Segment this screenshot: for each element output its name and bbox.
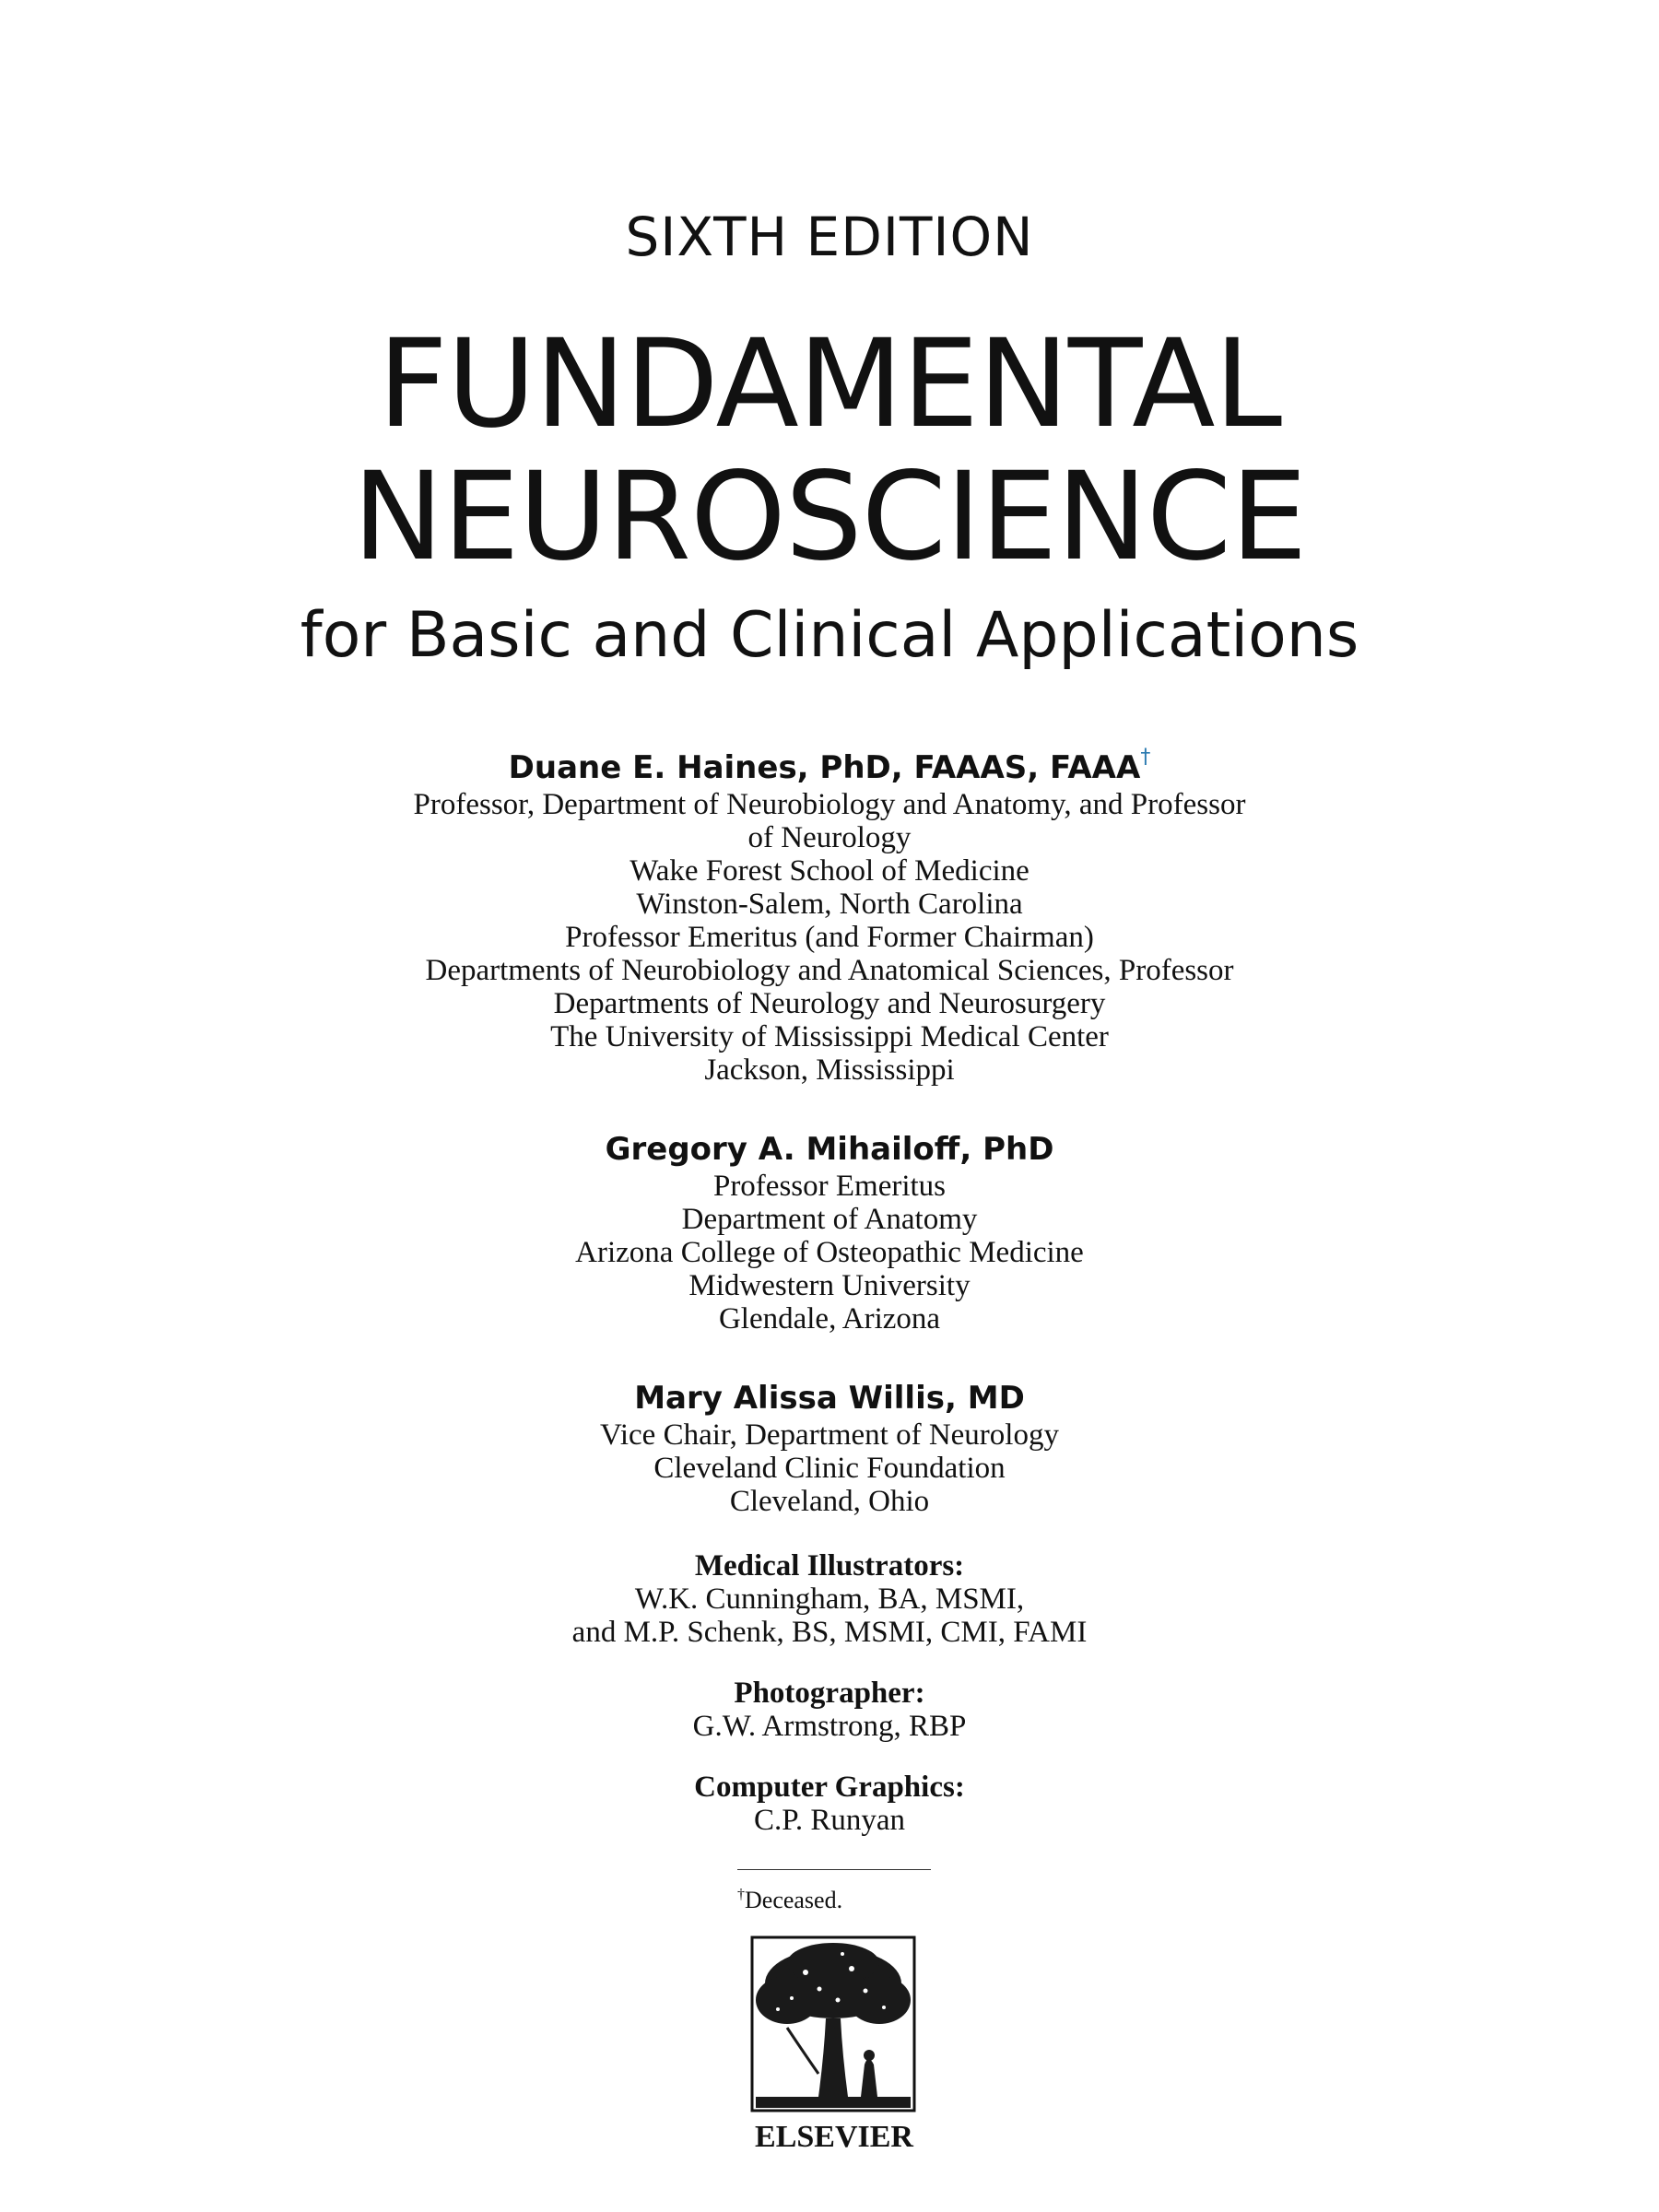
contributor-block: [0, 1677, 1659, 1743]
author-name: Mary Alissa Willis, MD: [634, 1380, 1025, 1417]
author-block: [0, 1129, 1659, 1335]
elsevier-tree-logo-icon: [750, 1936, 916, 2147]
affiliation-line: Professor Emeritus: [712, 1170, 947, 1203]
affiliation-line: Cleveland Clinic Foundation: [653, 1452, 1006, 1485]
affiliation-line: Departments of Neurology and Neurosurgery: [553, 987, 1106, 1020]
affiliation-line: Midwestern University: [688, 1269, 971, 1302]
affiliation-line: Wake Forest School of Medicine: [629, 854, 1030, 888]
author-name: Duane E. Haines, PhD, FAAAS, FAAA†: [508, 746, 1151, 786]
authors-section: [0, 737, 1659, 1837]
affiliation-line: Glendale, Arizona: [718, 1302, 941, 1335]
author-name: Gregory A. Mihailoff, PhD: [605, 1131, 1054, 1168]
affiliation-line: Cleveland, Ohio: [729, 1485, 930, 1518]
book-subtitle: for Basic and Clinical Applications: [300, 599, 1359, 672]
book-title-line-1: FUNDAMENTAL: [377, 313, 1282, 455]
footnote: [737, 1880, 842, 1915]
affiliation-line: Department of Anatomy: [681, 1203, 978, 1236]
affiliation-line: Vice Chair, Department of Neurology: [600, 1418, 1059, 1452]
publisher-name: ELSEVIER: [755, 2120, 913, 2154]
footnote-divider: [737, 1869, 931, 1870]
affiliation-line: The University of Mississippi Medical Center: [550, 1020, 1109, 1053]
contributor-name: G.W. Armstrong, RBP: [692, 1710, 967, 1743]
affiliation-line: Jackson, Mississippi: [704, 1053, 955, 1087]
book-title: [0, 313, 1659, 588]
affiliation-line: Arizona College of Osteopathic Medicine: [575, 1236, 1084, 1269]
book-title-line-2: NEUROSCIENCE: [352, 446, 1307, 588]
author-block: [0, 1378, 1659, 1518]
dagger-mark: †: [1140, 746, 1151, 769]
affiliation-line: Professor, Department of Neurobiology and Anatomy, and Professor: [413, 788, 1246, 821]
contributor-role: Computer Graphics:: [694, 1771, 965, 1804]
contributor-role: Photographer:: [734, 1677, 925, 1710]
affiliation-line: Professor Emeritus (and Former Chairman): [565, 921, 1094, 954]
contributor-role: Medical Illustrators:: [694, 1549, 965, 1583]
contributor-name: W.K. Cunningham, BA, MSMI,: [634, 1583, 1025, 1616]
contributor-name: and M.P. Schenk, BS, MSMI, CMI, FAMI: [571, 1616, 1088, 1649]
author-block: [0, 737, 1659, 1087]
footnote-mark: †: [737, 1887, 745, 1902]
affiliation-line: Departments of Neurobiology and Anatomical Sciences, Professor: [425, 954, 1234, 987]
affiliation-line: Winston-Salem, North Carolina: [636, 888, 1023, 921]
footnote-text: Deceased.: [745, 1887, 843, 1913]
contributor-block: [0, 1549, 1659, 1649]
contributor-block: [0, 1771, 1659, 1837]
edition-label: SIXTH EDITION: [625, 206, 1034, 268]
contributor-name: C.P. Runyan: [753, 1804, 906, 1837]
affiliation-line: of Neurology: [747, 821, 912, 854]
